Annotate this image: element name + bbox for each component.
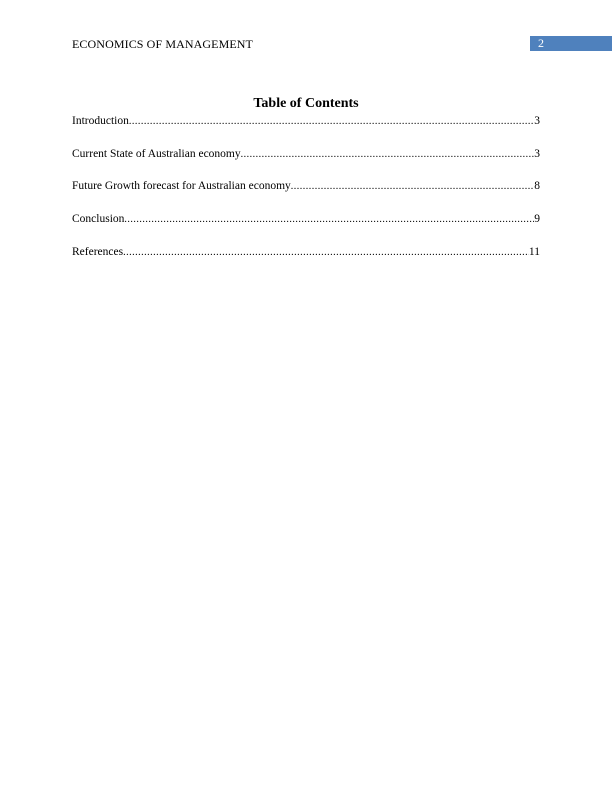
toc-dot-leader: [124, 214, 534, 225]
page-number-badge: [530, 36, 612, 51]
toc-entry-introduction[interactable]: [72, 115, 540, 131]
toc-entry-page: 8: [534, 180, 540, 192]
toc-entry-current-state[interactable]: [72, 148, 540, 164]
toc-entry-label: References: [72, 246, 124, 258]
toc-entry-label: Future Growth forecast for Australian economy: [72, 180, 291, 192]
page-number: 2: [538, 36, 544, 50]
toc-entry-references[interactable]: [72, 246, 540, 262]
toc-entry-future-growth[interactable]: [72, 180, 540, 196]
toc-entry-page: 11: [528, 246, 540, 258]
toc-dot-leader: [129, 116, 534, 127]
toc-entry-page: 3: [534, 115, 540, 127]
toc-entry-page: 9: [534, 213, 540, 225]
toc-entry-label: Current State of Australian economy: [72, 148, 241, 160]
toc-dot-leader: [123, 247, 529, 258]
toc-entry-conclusion[interactable]: [72, 213, 540, 229]
toc-dot-leader: [291, 181, 534, 192]
toc-entry-label: Conclusion: [72, 213, 125, 225]
toc-entry-label: Introduction: [72, 115, 129, 127]
running-head: ECONOMICS OF MANAGEMENT: [72, 37, 253, 51]
toc-entry-page: 3: [534, 148, 540, 160]
page-header: [72, 36, 612, 52]
toc-dot-leader: [241, 149, 535, 160]
toc-title: Table of Contents: [253, 96, 359, 111]
